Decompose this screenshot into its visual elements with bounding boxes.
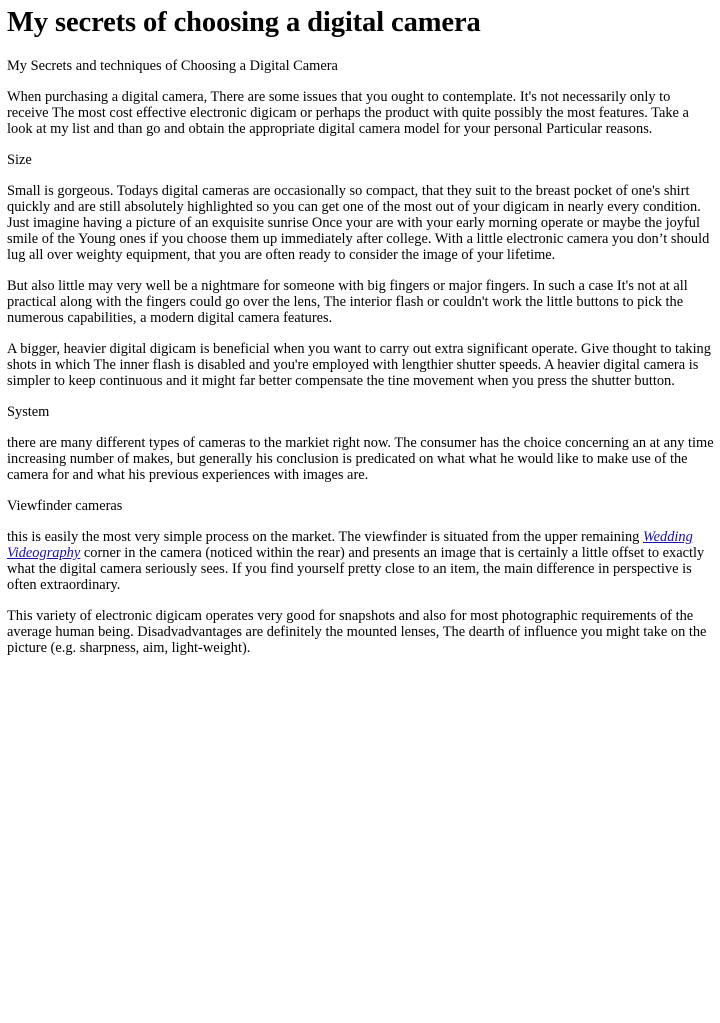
size-paragraph-2: But also little may very well be a nightmare for someone with big fingers or major fingers. In such a case It's not at all practical along with the fingers could go over the lens, The interior flash or couldn't work the little buttons to pick the numerous capabilities, a modern digital camera features. [7,278,688,326]
viewfinder-paragraph-2: This variety of electronic digicam operates very good for snapshots and also for most photographic requirements of the average human being. Disadvadvantages are definitely the mounted lenses, The dearth of influence you might take on the picture (e.g. sharpness, aim, light-weight). [7,608,707,656]
intro-paragraph: When purchasing a digital camera, There are some issues that you ought to contemplate. It's not necessarily only to receive The most cost effective electronic digicam or perhaps the product with quite possibly the most features. Take a look at my list and than go and obtain the appropriate digital camera model for your personal Particular reasons. [7,89,689,137]
article [0,6,715,656]
viewfinder-text-after-link: corner in the camera (noticed within the rear) and presents an image that is certainly a little offset to exactly what the digital camera seriously sees. If you find yourself pretty close to an item, the main difference in perspective is often extraordinary. [7,545,705,593]
section-heading-viewfinder: Viewfinder cameras [7,498,123,514]
size-paragraph-1: Small is gorgeous. Todays digital cameras are occasionally so compact, that they suit to the breast pocket of one's shirt quickly and are still absolutely highlighted so you can get one of the most out of your digicam in nearly every condition. Just imagine having a picture of an exquisite sunrise Once your are with your early morning operate or maybe the joyful smile of the Young ones if you choose them up immediately after college. With a little electronic camera you don’t should lug all over weighty equipment, that you are often ready to consider the image of your lifetime. [7,183,710,263]
system-paragraph-1: there are many different types of cameras to the markiet right now. The consumer has the choice concerning an at any time increasing number of makes, but generally his conclusion is predicated on what what he would like to make use of the camera for and what his previous experiences with images are. [7,435,714,483]
size-paragraph-3: A bigger, heavier digital digicam is beneficial when you want to carry out extra significant operate. Give thought to taking shots in which The inner flash is disabled and you're employed with lengthier shutter speeds. A heavier digital camera is simpler to keep continuous and it might far better compensate the tine movement when you press the shutter button. [7,341,711,389]
viewfinder-paragraph-1 [7,529,715,593]
section-heading-size: Size [7,152,32,168]
section-heading-system: System [7,404,50,420]
wedding-videography-link[interactable]: Wedding Videography [7,529,693,561]
viewfinder-text-before-link: this is easily the most very simple process on the market. The viewfinder is situated from the upper remaining [7,529,643,545]
page-title: My secrets of choosing a digital camera [7,7,481,38]
subtitle: My Secrets and techniques of Choosing a Digital Camera [7,58,338,74]
